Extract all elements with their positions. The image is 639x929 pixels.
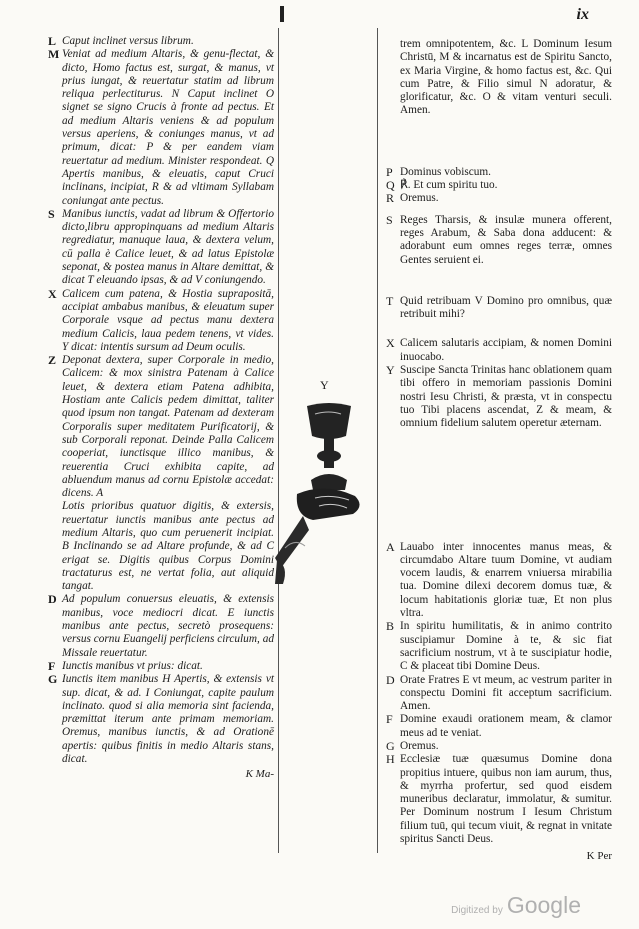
rubric-entry xyxy=(48,288,274,354)
rubric-entry xyxy=(48,673,274,766)
marginal-letter: F xyxy=(386,712,393,727)
marginal-letter: Q xyxy=(386,178,395,193)
rubric-entry xyxy=(386,337,612,364)
marginal-letter: Z xyxy=(48,353,57,368)
entry-text: Oremus. xyxy=(400,739,439,752)
entry-text: Ecclesiæ tuæ quæsumus Domine dona propitius intuere, quibus non iam aurum, thus, & myrrha profertur, sed quod eisdem muneribus declaratur, immolatur, & sumitur. Per Dominum nostrum I Iesum Christum filium tuū, qui tecum viuit, & regnat in vnitate spiritus Sancti Deus. xyxy=(400,753,612,846)
rubric-entry xyxy=(400,38,612,118)
rubric-entry xyxy=(386,740,612,753)
catchword-left: K Ma- xyxy=(245,768,274,781)
rubric-entry xyxy=(386,192,612,205)
rubric-entry xyxy=(386,214,612,267)
entry-text: Caput inclinet versus librum. xyxy=(62,35,194,47)
entry-text: Deponat dextera, super Corporale in medio, Calicem: & mox sinistra Patenam à Calice leuet, & dextera etiam Patena adhibita, Hostiam ante Calicis pedem dimittat, taliter quod ipsum non tangat. Patenam ad dexteram Corporalis super meditatem Purificatorij, & sub Corporali reponat. Deinde Palla Calicem cooperiat, iunctisque illico manibus, & reuerentia Cruci exhibita capite, ad abluendum manus ad cornu Epistolæ accedat: dicens. A xyxy=(62,354,274,500)
entry-text: trem omnipotentem, &c. L Dominum Iesum Christū, M & incarnatus est de Spiritu Sancto, ex Maria Virgine, & homo factus est, &c. Qui cum Patre, & Filio simul N adoratur, & glorificatur, &c. O & vitam venturi seculi. Amen. xyxy=(400,38,612,117)
entry-text: Reges Tharsis, & insulæ munera offerent, reges Arabum, & Saba dona adducent: & adorabunt eum omnes reges terræ, omnes Gentes seruient ei. xyxy=(400,213,612,266)
marginal-letter: D xyxy=(386,672,395,687)
rubric-entry xyxy=(48,660,274,673)
rubric-entry xyxy=(48,354,274,500)
entry-text: Lotis prioribus quatuor digitis, & extersis, reuertatur iunctis manibus ante pectus ad medium Altaris, quo cum peruenerit incipiat. B Inclinando se ad Altare profunde, & ad C erigat se. Digitis quibus Corpus Domini tractaturus est, ne vertat folia, aut aliquid tangat. xyxy=(62,500,274,593)
rubric-entry xyxy=(386,674,612,714)
marginal-letter: R xyxy=(386,191,395,206)
rubric-entry xyxy=(48,48,274,208)
rubric-entry xyxy=(386,620,612,673)
rubric-entry xyxy=(386,541,612,621)
entry-text: Lauabo inter innocentes manus meas, & circumdabo Altare tuum Domine, vt audiam vocem laudis, & enarrem vniuersa mirabilia tua. Domine dilexi decorem domus tuæ, & locum habitationis gloriæ tuæ, Et non plus vltra. xyxy=(400,540,612,620)
rubric-entry xyxy=(386,364,612,430)
entry-text: Oremus. xyxy=(400,192,439,205)
rubric-entry xyxy=(48,208,274,288)
rubric-entry xyxy=(386,713,612,740)
entry-text: Quid retribuam V Domino pro omnibus, quæ retribuit mihi? xyxy=(400,294,612,321)
entry-text: ℟. Et cum spiritu tuo. xyxy=(400,179,498,192)
entry-text: Calicem cum patena, & Hostia suprapositā, accipiat ambabus manibus, & eleuatum super Corporale vsque ad pectus manu dextera medium Calicis, laua pedem tenens, vt vides. Y dicat: intentis sursum ad Deum oculis. xyxy=(62,287,274,353)
entry-text: Domine exaudi orationem meam, & clamor meus ad te veniat. xyxy=(400,713,612,739)
catchword-right: K Per xyxy=(586,850,612,863)
entry-text: In spiritu humilitatis, & in animo contrito suscipiamur Domine à te, & sic fiat sacrificium nostrum, vt à te suscipiatur hodie, C & placeat tibi Domine Deus. xyxy=(400,620,612,673)
marginal-letter: X xyxy=(386,336,395,351)
figure-letter: Y xyxy=(320,378,329,392)
marginal-letter: F xyxy=(48,658,56,673)
marginal-letter: A xyxy=(386,539,395,554)
marginal-letter: B xyxy=(386,619,395,634)
printer-mark xyxy=(280,6,284,22)
rubric-entry xyxy=(386,295,612,322)
entry-text: Iunctis item manibus H Apertis, & extensis vt sup. dicat, & ad. I Coniungat, capite paulum inclinato. quod si alia memoria sint facienda, præmittat iterum ante primam memoriam. Oremus, manibus iunctis, & ad Orationē apertis: quibus finitis in medio Altaris stans, dicat. xyxy=(62,673,274,766)
rubric-entry xyxy=(48,35,274,48)
rubric-entry xyxy=(386,753,612,846)
marginal-letter: G xyxy=(48,672,58,687)
rubric-column xyxy=(48,35,274,780)
marginal-letter: H xyxy=(386,752,395,767)
marginal-letter: Y xyxy=(386,363,395,378)
marginal-letter: S xyxy=(386,212,393,227)
marginal-letter: S xyxy=(48,206,55,221)
marginal-letter: L xyxy=(48,34,57,48)
marginal-letter: D xyxy=(48,592,57,607)
marginal-letter: G xyxy=(386,738,395,753)
marginal-letter: P xyxy=(386,164,393,179)
entry-text: Ad populum conuersus eleuatis, & extensis manibus, voce mediocri dicat. E iunctis manibus ante pectus, secretò prosequens: versus cornu Euangelij perficiens circulum, ad Missale reuertatur. xyxy=(62,593,274,659)
rubric-entry xyxy=(386,166,612,179)
entry-text: Iunctis manibus vt prius: dicat. xyxy=(62,659,203,672)
entry-text: Veniat ad medium Altaris, & genu-flectat, & dicto, Homo factus est, surgat, & manus, vt prius iungat, & reuertatur statim ad librum reliqua perlectiturus. N Caput inclinet O signet se signo Crucis à fronte ad pectus. Et ad medium Altaris veniens & ad populum versus aperiens, & coniunges manus, vt ad primum, dicat: P & per eandem viam reuertatur ad medium. Minister respondeat. Q Apertis manibus, & eleuatis, caput Cruci inclinans, incipiat, R & ad vltimam Syllabam coniungat ante pectus. xyxy=(62,48,274,207)
rubric-entry xyxy=(48,593,274,659)
digitization-watermark xyxy=(451,892,581,919)
entry-text: Orate Fratres E vt meum, ac vestrum pariter in conspectu Domini fit acceptum sacrificium. Amen. xyxy=(400,673,612,713)
marginal-letter: T xyxy=(386,293,394,308)
entry-text: Manibus iunctis, vadat ad librum & Offertorio dicto,libru appropinquans ad medium Altaris regrediatur, manuque laua, & dextera velum, cū palla è Calice leuet, & ad latus Epistolæ seponat, & postea manus in Altare demittat, & dicat T eleuando ipsas, & ad V coniungendo. xyxy=(62,207,274,287)
rubric-entry xyxy=(62,500,274,593)
watermark-prefix: Digitized by xyxy=(451,905,503,916)
rubric-entry xyxy=(386,179,612,192)
entry-text: Dominus vobiscum. xyxy=(400,165,492,178)
entry-text: Suscipe Sancta Trinitas hanc oblationem quam tibi offero in memoriam passionis Domini nostri Iesu Christi, & præsta, vt in conspectu tuo Tibi placens ascendat, Z & meam, & omnium fidelium salutem operetur æternam. xyxy=(400,364,612,430)
prayer-column xyxy=(386,38,612,862)
entry-text: Calicem salutaris accipiam, & nomen Domini inuocabo. xyxy=(400,337,612,363)
marginal-letter: M xyxy=(48,47,60,62)
hand-holding-chalice-illustration xyxy=(275,398,385,588)
marginal-letter: X xyxy=(48,286,57,301)
watermark-brand: Google xyxy=(506,892,581,918)
page-number: ix xyxy=(576,6,589,23)
